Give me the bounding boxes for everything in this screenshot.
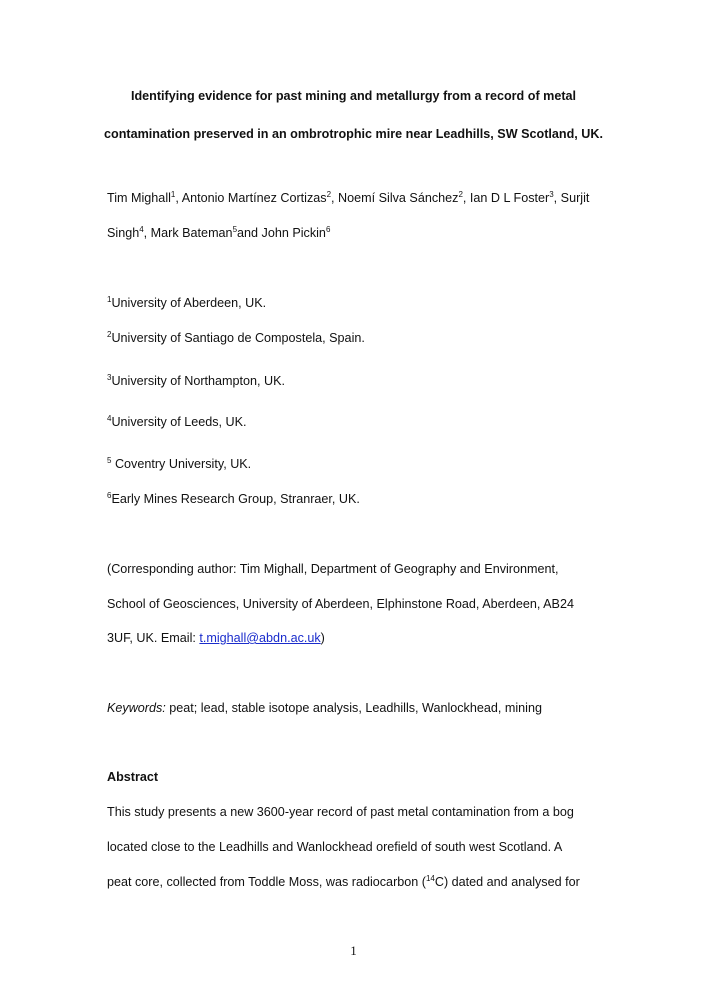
affiliation-text: University of Leeds, UK. — [111, 415, 247, 429]
abstract-heading: Abstract — [107, 770, 159, 784]
corresponding-line-3 — [107, 630, 325, 646]
affiliation-item — [107, 456, 251, 472]
title-line-2: contamination preserved in an ombrotrophic mire near Leadhills, SW Scotland, UK. — [104, 127, 603, 141]
author-name: John Pickin — [261, 226, 326, 240]
affiliation-text: University of Northampton, UK. — [111, 374, 286, 388]
author-affiliation-number: 2 — [326, 190, 332, 199]
affiliation-number: 2 — [107, 330, 112, 339]
affiliation-item — [107, 414, 247, 430]
author-affiliation-number: 1 — [170, 190, 176, 199]
author-name: Mark Bateman — [150, 226, 233, 240]
author-line-2: Singh$^4$, Mark Bateman$^5$and John Pickin$^6$ — [107, 225, 331, 240]
abstract-superscript: 14 — [425, 874, 435, 883]
affiliation-item — [107, 373, 285, 389]
corresponding-line-1: (Corresponding author: Tim Mighall, Department of Geography and Environment, — [107, 562, 559, 576]
affiliation-number: 1 — [107, 295, 112, 304]
email-link[interactable]: t.mighall@abdn.ac.uk — [199, 631, 321, 645]
author-affiliation-number: 2 — [458, 190, 463, 199]
page-number: 1 — [350, 943, 357, 958]
affiliation-number: 3 — [107, 373, 112, 382]
affiliation-text: Coventry University, UK. — [111, 457, 252, 471]
author-affiliation-number: 5 — [232, 225, 238, 234]
affiliation-number: 5 — [107, 456, 112, 465]
author-name: Antonio Martínez Cortizas — [181, 191, 327, 205]
author-name: Surjit — [560, 191, 590, 205]
author-name: Ian D L Foster — [469, 191, 550, 205]
author-affiliation-number: 4 — [139, 225, 144, 234]
abstract-line-2: located close to the Leadhills and Wanlockhead orefield of south west Scotland. A — [107, 840, 563, 854]
author-affiliation-number: 3 — [549, 190, 554, 199]
abstract-line-3-prefix: peat core, collected from Toddle Moss, was radiocarbon ( — [107, 875, 426, 889]
abstract-line-3 — [107, 874, 580, 890]
title-line-1: Identifying evidence for past mining and metallurgy from a record of metal — [130, 89, 577, 103]
affiliation-text: University of Aberdeen, UK. — [111, 296, 267, 310]
author-affiliation-number: 6 — [325, 225, 331, 234]
affiliation-item — [107, 491, 360, 507]
author-name: Tim Mighall — [107, 191, 171, 205]
author-name: Noemí Silva Sánchez — [338, 191, 459, 205]
corresponding-suffix: ) — [320, 631, 325, 645]
keywords-line — [107, 700, 542, 716]
abstract-line-3-suffix: C) dated and analysed for — [434, 875, 580, 889]
keywords-text: peat; lead, stable isotope analysis, Leadhills, Wanlockhead, mining — [165, 701, 542, 715]
affiliation-number: 4 — [107, 414, 112, 423]
author-name: Singh — [107, 226, 140, 240]
keywords-label: Keywords: — [107, 701, 166, 715]
corresponding-prefix: 3UF, UK. Email: — [107, 631, 200, 645]
corresponding-line-2: School of Geosciences, University of Aberdeen, Elphinstone Road, Aberdeen, AB24 — [107, 597, 574, 611]
abstract-line-1: This study presents a new 3600-year record of past metal contamination from a bog — [107, 805, 574, 819]
affiliation-number: 6 — [107, 491, 112, 500]
affiliation-text: Early Mines Research Group, Stranraer, UK. — [111, 492, 360, 506]
affiliation-item — [107, 295, 266, 311]
author-line-1: Tim Mighall$^1$, Antonio Martínez Cortizas$^2$, Noemí Silva Sánchez$^2$, Ian D L Foster$^3$, Surjit — [107, 190, 590, 205]
affiliation-item — [107, 330, 365, 346]
affiliation-text: University of Santiago de Compostela, Spain. — [111, 331, 365, 345]
